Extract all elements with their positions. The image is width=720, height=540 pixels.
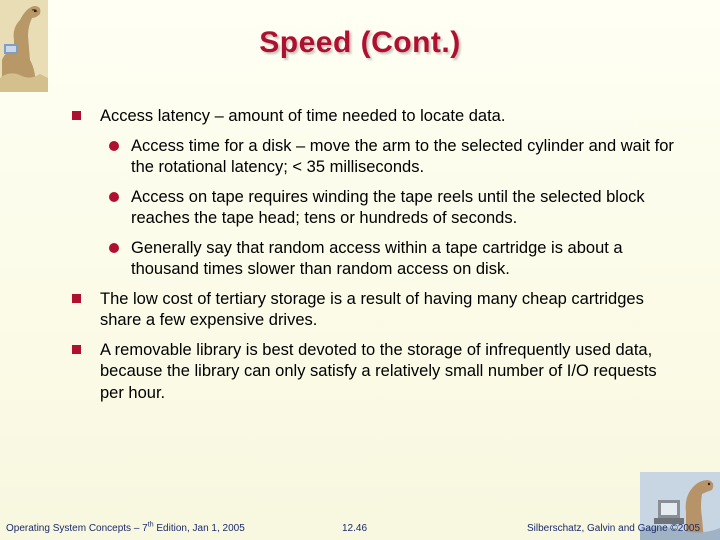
bullet-removable-library — [72, 340, 682, 405]
sub-bullet-disk-access — [72, 136, 682, 179]
footer-book-text: Operating System Concepts – 7 — [6, 523, 148, 534]
slide-content — [72, 106, 682, 412]
footer-edition-superscript: th — [147, 521, 154, 529]
square-bullet-icon — [72, 294, 81, 303]
square-bullet-icon — [72, 111, 81, 120]
sub-bullet-text: Access on tape requires winding the tape reels until the selected block reaches the tape head; tens or hundreds of seconds. — [131, 187, 645, 227]
round-bullet-icon — [109, 141, 119, 151]
bullet-low-cost — [72, 289, 682, 332]
sub-bullet-tape-access — [72, 187, 682, 230]
round-bullet-icon — [109, 243, 119, 253]
bullet-text: Access latency – amount of time needed to locate data. — [100, 107, 506, 125]
footer-authors: Silberschatz, Galvin and Gagne ©2005 — [527, 523, 701, 534]
bullet-text: A removable library is best devoted to the storage of infrequently used data, because the library can only satisfy a relatively small number of I/O requests per hour. — [100, 340, 657, 402]
bullet-text: The low cost of tertiary storage is a result of having many cheap cartridges share a few expensive drives. — [100, 289, 644, 329]
footer-edition-text: Edition, Jan 1, 2005 — [153, 523, 245, 534]
bullet-access-latency — [72, 106, 682, 128]
footer-book-title — [6, 523, 245, 534]
square-bullet-icon — [72, 345, 81, 354]
round-bullet-icon — [109, 192, 119, 202]
page-number: 12.46 — [342, 523, 368, 534]
sub-bullet-text: Generally say that random access within a tape cartridge is about a thousand times slower than random access on disk. — [131, 238, 623, 278]
sub-bullet-text: Access time for a disk – move the arm to the selected cylinder and wait for the rotational latency; < 35 milliseconds. — [131, 136, 674, 176]
slide-title: Speed (Cont.) — [259, 26, 461, 59]
sub-bullet-random-access — [72, 238, 682, 281]
